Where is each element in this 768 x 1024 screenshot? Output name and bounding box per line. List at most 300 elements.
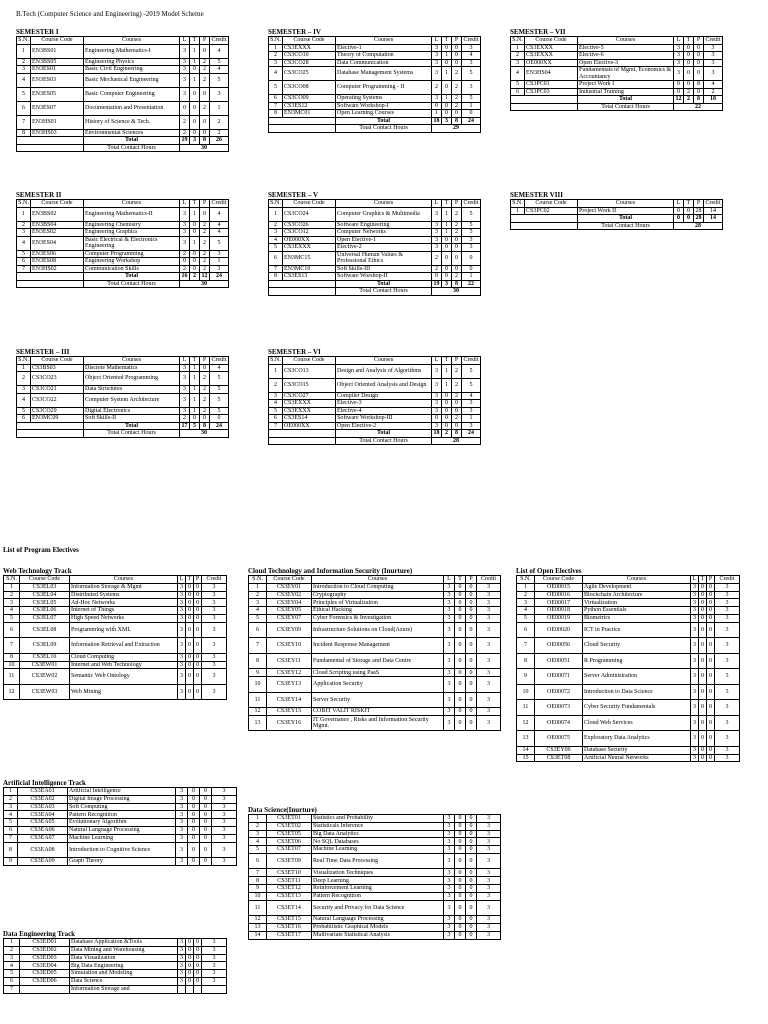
cell-course-code: CS3CO26: [283, 221, 336, 229]
cell-tutorial: 0: [190, 115, 200, 129]
cell-course-code: CS3CO29: [31, 407, 84, 415]
cell-course-code: EN3HS02: [31, 265, 84, 273]
cell-course-name: Database Management Systems: [336, 67, 432, 81]
table-row: [4, 811, 237, 819]
table-row: [249, 916, 501, 924]
cell-sn: 3: [269, 59, 283, 67]
cell-tutorial: 0: [442, 244, 452, 252]
cell-lecture: 3: [178, 661, 186, 669]
cell-sn: 1: [4, 788, 18, 796]
contact-hours-value: 30: [432, 288, 481, 296]
cell-tutorial: 0: [442, 392, 452, 400]
cell-course-code: CS3ET02: [267, 822, 312, 830]
cell-sn: 6: [269, 95, 283, 103]
cell-lecture: 3: [178, 970, 186, 978]
cell-course-code: [20, 985, 70, 993]
cell-sn: 7: [269, 422, 283, 430]
cell-course-name: Software Worshop-II: [336, 273, 432, 281]
cell-tutorial: 0: [442, 44, 452, 52]
cell-sn: 8: [4, 653, 20, 661]
cell-lecture: 3: [691, 622, 699, 638]
cell-course-code: EN3MC10: [283, 265, 336, 273]
header-practical: P: [452, 200, 462, 208]
semester-1-block: [16, 28, 229, 152]
cell-lecture: 3: [178, 653, 186, 661]
total-spacer: [269, 117, 336, 125]
table-row: [4, 985, 227, 993]
cell-lecture: 3: [178, 638, 186, 654]
cell-sn: 5: [249, 614, 267, 622]
cell-sn: 5: [17, 407, 31, 415]
table-row: [269, 251, 481, 265]
cell-practical: 2: [200, 393, 210, 407]
cell-tutorial: 0: [699, 746, 707, 754]
contact-spacer: [511, 222, 578, 230]
header-course-name: Courses: [336, 200, 432, 208]
cell-course-code: EN3ES02: [31, 229, 84, 237]
header-sn: S.N.: [18, 200, 29, 207]
cell-practical: 0: [466, 638, 477, 654]
table-row: [269, 221, 481, 229]
cell-course-code: CS3EY09: [267, 622, 312, 638]
total-credit: 14: [704, 215, 723, 223]
contact-hours-row: [511, 222, 723, 230]
cell-course-code: CS3CO21: [31, 386, 84, 394]
cell-credit: 3: [202, 607, 227, 615]
cell-practical: 0: [194, 970, 202, 978]
cell-tutorial: 0: [455, 669, 466, 677]
cell-practical: 0: [200, 129, 210, 137]
table-row: [4, 591, 227, 599]
table-row: [17, 73, 229, 87]
cell-practical: 2: [200, 386, 210, 394]
cell-credit: 4: [210, 229, 229, 237]
cell-sn: 6: [269, 251, 283, 265]
cell-sn: 6: [4, 622, 20, 638]
cell-sn: 2: [17, 372, 31, 386]
cell-practical: 0: [452, 44, 462, 52]
cell-course-code: OE00071: [535, 669, 583, 685]
table-row: [4, 858, 237, 866]
cell-course-code: CS3ET07: [267, 846, 312, 854]
cell-course-name: Soft Computing: [68, 803, 176, 811]
cell-tutorial: 0: [455, 923, 466, 931]
cell-course-code: CS3CO25: [283, 67, 336, 81]
cell-practical: 0: [194, 622, 202, 638]
table-header-row: [511, 200, 723, 208]
header-sn: S.N.: [270, 37, 281, 44]
total-tutorial: 2: [684, 96, 694, 104]
cell-credit: [202, 985, 227, 993]
cell-lecture: 3: [178, 939, 186, 947]
cell-credit: 0: [210, 415, 229, 423]
cell-course-code: OE00020: [535, 622, 583, 638]
cell-course-name: Introduction to Cloud Computing: [312, 583, 444, 591]
cell-practical: 2: [200, 372, 210, 386]
header-lecture: L: [178, 576, 186, 584]
cell-course-name: Engineering Graphics: [84, 229, 180, 237]
de-track-block: [3, 930, 227, 994]
cell-course-name: Computer System Architecture: [84, 393, 180, 407]
cell-credit: 3: [477, 622, 501, 638]
cell-credit: 3: [477, 638, 501, 654]
cell-lecture: 3: [432, 378, 442, 392]
cell-tutorial: 0: [190, 415, 200, 423]
de-track-table: [3, 938, 227, 994]
cell-sn: 9: [249, 669, 267, 677]
cell-sn: 7: [269, 265, 283, 273]
cell-course-code: CS3ET09: [267, 853, 312, 869]
table-row: [517, 731, 740, 747]
cell-lecture: 3: [691, 653, 699, 669]
cell-sn: 7: [249, 638, 267, 654]
cell-course-code: CS3EXXX: [283, 407, 336, 415]
cell-course-name: Data Visualization: [70, 954, 178, 962]
cell-course-name: Basic Mechanical Engineering: [84, 73, 180, 87]
cell-practical: 0: [194, 669, 202, 685]
cell-course-code: CS3EA03: [18, 803, 68, 811]
cell-course-name: Engineering Mathematics-II: [84, 207, 180, 221]
cell-sn: 5: [517, 614, 535, 622]
cell-credit: 3: [477, 708, 501, 716]
cell-credit: 3: [462, 44, 481, 52]
cell-credit: 3: [202, 939, 227, 947]
semester-1-title: SEMESTER I: [16, 28, 59, 36]
cell-credit: 3: [715, 715, 740, 731]
cell-course-name: Real Time Data Processing: [312, 853, 444, 869]
cell-course-name: Basic Electrical & Electronics Engineering: [84, 236, 180, 250]
cell-practical: 0: [707, 614, 715, 622]
cell-sn: 2: [511, 52, 525, 60]
cell-sn: 8: [249, 653, 267, 669]
cell-course-name: Engineering Physics: [84, 58, 180, 66]
cell-practical: 0: [466, 916, 477, 924]
cell-tutorial: 0: [186, 638, 194, 654]
header-course-name: Courses: [578, 37, 674, 45]
cell-lecture: 3: [444, 846, 455, 854]
cell-sn: 4: [269, 236, 283, 244]
document-title: B.Tech (Computer Science and Engineering) -2019 Model Scheme: [16, 10, 204, 18]
table-header-row: [269, 200, 481, 208]
semester-5-block: [268, 191, 481, 296]
header-course-code: Course Code: [283, 200, 336, 208]
cell-practical: 2: [200, 265, 210, 273]
cell-course-code: EN3ES04: [31, 236, 84, 250]
cell-credit: 3: [715, 591, 740, 599]
cell-course-code: OE00073: [535, 700, 583, 716]
cell-tutorial: 0: [699, 684, 707, 700]
cell-sn: 12: [517, 715, 535, 731]
table-row: [4, 638, 227, 654]
table-row: [511, 88, 723, 96]
cell-course-code: EN3BS02: [31, 207, 84, 221]
cell-practical: 0: [707, 731, 715, 747]
cell-sn: 2: [269, 221, 283, 229]
cell-practical: 0: [194, 962, 202, 970]
header-tutorial: T: [699, 576, 707, 584]
cell-course-name: Exploratory Data Analytics: [583, 731, 691, 747]
cell-practical: 2: [452, 229, 462, 237]
cell-tutorial: 0: [186, 591, 194, 599]
cell-lecture: 3: [180, 407, 190, 415]
contact-hours-row: [17, 280, 229, 288]
cell-tutorial: 0: [442, 273, 452, 281]
cell-practical: 0: [466, 614, 477, 622]
cell-course-name: No SQL Databases: [312, 838, 444, 846]
cell-lecture: 3: [691, 684, 699, 700]
cell-course-code: CS3BS03: [31, 364, 84, 372]
cell-credit: 5: [210, 386, 229, 394]
cell-course-name: Pattern Recognition: [68, 811, 176, 819]
cell-course-code: CS3ED06: [20, 977, 70, 985]
cell-credit: 14: [704, 207, 723, 215]
cell-tutorial: 0: [442, 407, 452, 415]
header-tutorial: T: [684, 200, 694, 208]
cell-course-code: CS3EA02: [18, 795, 68, 803]
cell-tutorial: 0: [188, 795, 200, 803]
cell-practical: 0: [452, 110, 462, 118]
cell-tutorial: 0: [455, 591, 466, 599]
cell-course-name: Application Security: [312, 677, 444, 693]
cell-course-code: CS3ES13: [283, 273, 336, 281]
cell-course-code: CS3EA08: [18, 842, 68, 858]
cell-course-code: EN3ES05: [31, 87, 84, 101]
cell-course-code: CS3EL04: [20, 591, 70, 599]
cell-practical: 0: [452, 422, 462, 430]
table-header-row: [4, 576, 227, 584]
cell-lecture: 3: [180, 372, 190, 386]
cell-credit: 4: [704, 81, 723, 89]
cell-course-code: CS3EY04: [267, 599, 312, 607]
total-row: [17, 422, 229, 430]
cell-lecture: 0: [674, 207, 684, 215]
cell-credit: 4: [210, 221, 229, 229]
cell-tutorial: 0: [186, 661, 194, 669]
total-lecture: 19: [181, 137, 188, 144]
cell-course-code: CS3CO08: [283, 81, 336, 95]
contact-hours-row: [269, 125, 481, 133]
cell-credit: 3: [202, 970, 227, 978]
cell-tutorial: 0: [186, 669, 194, 685]
header-sn: S.N.: [512, 200, 523, 207]
cell-tutorial: 0: [190, 66, 200, 74]
cell-sn: 2: [249, 591, 267, 599]
cell-course-code: EN3HS01: [31, 115, 84, 129]
cell-course-code: CS3EL10: [20, 653, 70, 661]
cell-tutorial: 0: [188, 826, 200, 834]
cell-course-code: OE00017: [535, 599, 583, 607]
cell-practical: 0: [452, 400, 462, 408]
cell-practical: 0: [466, 892, 477, 900]
cell-credit: 3: [202, 661, 227, 669]
table-row: [249, 638, 501, 654]
table-row: [517, 638, 740, 654]
cell-credit: 3: [462, 422, 481, 430]
cell-course-code: CS3EA07: [18, 834, 68, 842]
cell-practical: 0: [452, 407, 462, 415]
cell-practical: 2: [200, 229, 210, 237]
cell-tutorial: 0: [455, 838, 466, 846]
cell-tutorial: 0: [188, 858, 200, 866]
cell-course-code: EN3ES06: [31, 250, 84, 258]
total-tutorial: 2: [190, 273, 200, 281]
cell-course-name: Project Work I: [578, 81, 674, 89]
cell-lecture: 3: [444, 822, 455, 830]
cell-credit: 3: [715, 731, 740, 747]
web-track-title: Web Technology Track: [3, 567, 72, 575]
cell-sn: 4: [269, 400, 283, 408]
cell-sn: 2: [17, 221, 31, 229]
cell-course-name: Cloud Scripting using PaaS: [312, 669, 444, 677]
cell-lecture: 3: [180, 393, 190, 407]
cell-sn: 5: [269, 407, 283, 415]
cell-course-code: CS3ED01: [20, 939, 70, 947]
header-course-code: Course Code: [525, 200, 578, 208]
header-course-code: Course Code: [31, 357, 84, 365]
cell-credit: 5: [210, 372, 229, 386]
cell-credit: 5: [210, 58, 229, 66]
cell-course-name: Distributed Systems: [70, 591, 178, 599]
header-credit: Credit: [463, 357, 479, 364]
cell-course-code: CS3CO09: [283, 95, 336, 103]
cell-sn: 2: [4, 591, 20, 599]
header-tutorial: T: [684, 37, 694, 45]
table-row: [249, 583, 501, 591]
header-credit: Credit: [477, 576, 501, 584]
cell-practical: 2: [200, 58, 210, 66]
total-practical: 28: [695, 215, 702, 222]
cell-tutorial: 1: [442, 378, 452, 392]
table-row: [249, 591, 501, 599]
header-tutorial: T: [190, 200, 200, 208]
cell-practical: 0: [452, 236, 462, 244]
table-row: [4, 795, 237, 803]
cell-lecture: 3: [432, 236, 442, 244]
cell-practical: 0: [194, 661, 202, 669]
cell-practical: 0: [194, 583, 202, 591]
cell-tutorial: 1: [442, 229, 452, 237]
cell-sn: 8: [517, 653, 535, 669]
cell-course-code: CS3ET08: [535, 754, 583, 762]
cell-tutorial: 1: [190, 73, 200, 87]
contact-spacer: [269, 437, 336, 445]
cell-course-name: Reinforcement Learning: [312, 885, 444, 893]
semester-2-table: [16, 199, 229, 288]
contact-hours-label: Total Contact Hours: [578, 103, 674, 111]
cell-tutorial: 0: [455, 822, 466, 830]
cell-course-code: CS3EL06: [20, 607, 70, 615]
cell-course-code: CS3CO10: [283, 52, 336, 60]
table-row: [511, 59, 723, 67]
cell-course-code: CS3ED04: [20, 962, 70, 970]
header-lecture: L: [180, 37, 190, 45]
cell-course-name: Server Administration: [583, 669, 691, 685]
cell-lecture: 3: [432, 52, 442, 60]
cell-practical: 0: [694, 88, 704, 96]
cell-sn: 5: [17, 87, 31, 101]
cell-course-name: Artificial Neural Networks: [583, 754, 691, 762]
cell-course-code: CS3EL09: [20, 638, 70, 654]
cell-course-name: Open Elective-3: [578, 59, 674, 67]
cell-course-code: OE00019: [535, 614, 583, 622]
cell-sn: 8: [249, 877, 267, 885]
cell-sn: 3: [17, 386, 31, 394]
table-row: [269, 407, 481, 415]
table-row: [269, 400, 481, 408]
contact-hours-value: 30: [180, 280, 229, 288]
table-row: [4, 962, 227, 970]
cell-course-name: Machine Learning: [312, 846, 444, 854]
cell-course-name: History of Science & Tech.: [84, 115, 180, 129]
cell-sn: 5: [4, 819, 18, 827]
cell-lecture: 3: [691, 746, 699, 754]
table-row: [269, 236, 481, 244]
cell-sn: 1: [249, 815, 267, 823]
table-row: [249, 853, 501, 869]
cell-tutorial: 0: [699, 653, 707, 669]
cell-credit: 3: [202, 583, 227, 591]
cell-course-name: COBIT VALIT RISKIT: [312, 708, 444, 716]
table-row: [269, 207, 481, 221]
cell-sn: 12: [249, 708, 267, 716]
cell-lecture: 3: [178, 684, 186, 700]
cell-lecture: 0: [180, 101, 190, 115]
cell-tutorial: 0: [188, 811, 200, 819]
header-practical: P: [694, 37, 704, 45]
table-row: [4, 669, 227, 685]
total-practical: 12: [201, 273, 208, 280]
cell-credit: 1: [210, 101, 229, 115]
cell-course-code: EN3ES07: [31, 101, 84, 115]
cell-course-code: CS3EY06: [535, 746, 583, 754]
cell-course-code: CS3EL03: [20, 583, 70, 591]
header-credit: Credit: [202, 576, 227, 584]
cell-course-name: Basic Computer Engineering: [84, 87, 180, 101]
table-row: [249, 838, 501, 846]
table-header-row: [17, 357, 229, 365]
cell-tutorial: 1: [442, 67, 452, 81]
total-row: [511, 96, 723, 104]
contact-hours-value: 28: [432, 437, 481, 445]
total-lecture: 0: [674, 215, 684, 223]
cell-course-name: Open Learning Courses: [336, 110, 432, 118]
cell-sn: 2: [4, 946, 20, 954]
cell-course-name: Computer Networks: [336, 229, 432, 237]
table-row: [249, 830, 501, 838]
header-credit: Credit: [705, 37, 721, 44]
cell-sn: 12: [249, 916, 267, 924]
cell-tutorial: 0: [442, 265, 452, 273]
cell-practical: 0: [707, 746, 715, 754]
cell-tutorial: 0: [455, 692, 466, 708]
cell-lecture: 3: [444, 614, 455, 622]
cell-sn: 4: [517, 607, 535, 615]
cell-course-name: Ethical Hacking: [312, 607, 444, 615]
cell-sn: 1: [269, 364, 283, 378]
cell-practical: 2: [200, 73, 210, 87]
cell-lecture: 2: [180, 250, 190, 258]
cell-lecture: 2: [432, 265, 442, 273]
cell-practical: 0: [466, 653, 477, 669]
table-row: [269, 273, 481, 281]
cell-lecture: 3: [444, 692, 455, 708]
total-credit: 18: [704, 96, 723, 104]
cell-course-code: CS3EW02: [20, 669, 70, 685]
cell-practical: 0: [200, 803, 212, 811]
table-row: [4, 583, 227, 591]
header-credit: Credit: [463, 37, 479, 44]
cell-credit: 3: [202, 684, 227, 700]
